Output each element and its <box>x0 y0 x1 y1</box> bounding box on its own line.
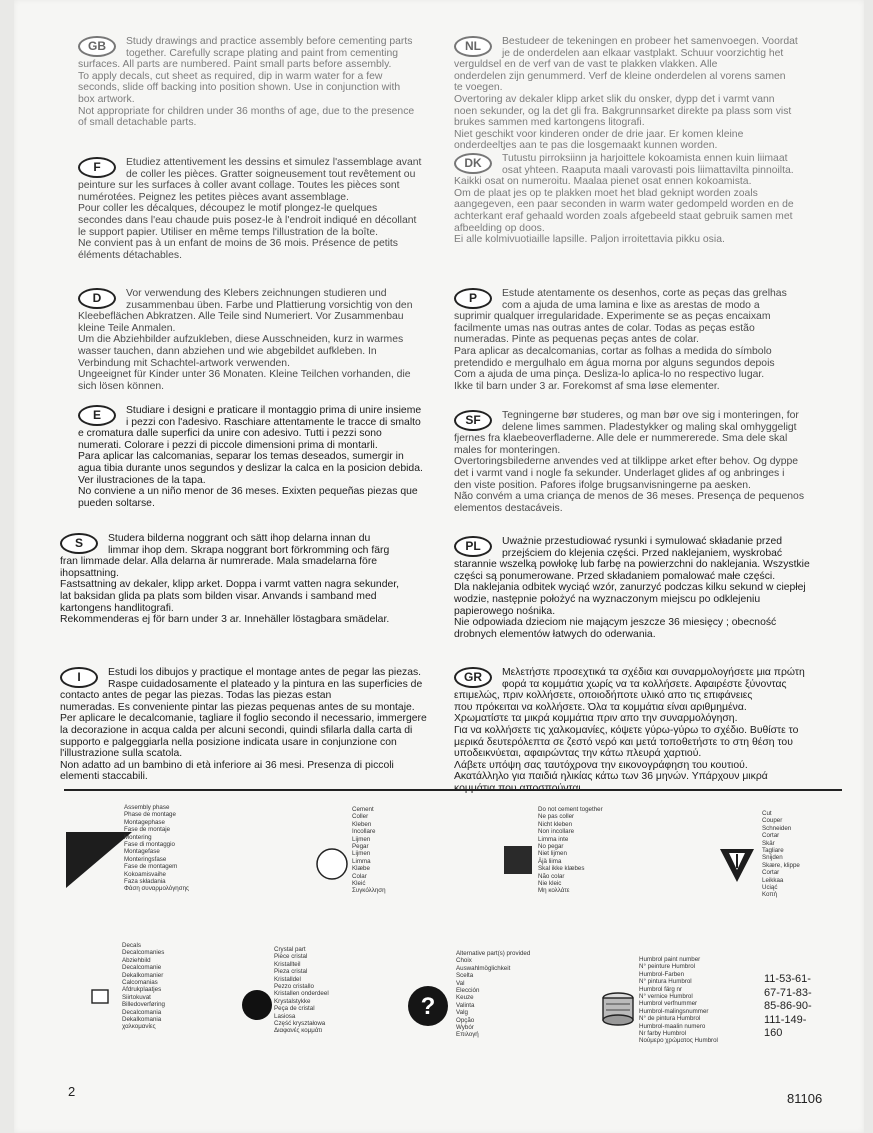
legend-paint-number <box>639 956 718 1045</box>
legend-term: N° de pintura Humbrol <box>639 1015 701 1023</box>
instruction-line: suprimir qualquer irregularidade. Experimente se as peças encaixam <box>454 311 771 323</box>
instruction-line: Para aplicar las calcomanias, separar los temas deseados, sumergir in <box>78 451 404 463</box>
instruction-line: pretendido e mergulhalo em água morna por alguns segundos depois <box>454 357 775 369</box>
instruction-line: ihopsattning. <box>60 567 119 579</box>
legend-term: Διαφανές κομμάτι <box>274 1027 323 1035</box>
instruction-line: Για να κολλήσετε τις χαλκομανίες, κόψετε γύρω-γύρω το σχέδιο. Βυθίστε το <box>454 724 799 736</box>
instruction-line: Fastsattning av dekaler, klipp arket. Doppa i varmt vatten nagra sekunder, <box>60 579 400 591</box>
legend-term: Κοπή <box>762 891 778 899</box>
legend-term: Humbrol paint number <box>639 956 701 963</box>
instruction-line: Estudi los dibujos y practique el montage antes de pegar las piezas. <box>108 667 422 678</box>
legend-term: Φάση συναρμολόγησης <box>124 885 189 893</box>
instruction-line: Om de plaat jes op te plakken moet het blad geknipt worden zoals <box>454 187 758 199</box>
legend-term: Dekalkomania <box>122 1016 162 1024</box>
paint-number: 160 <box>764 1027 783 1039</box>
instruction-line: części są ponumerowane. Przed składaniem pomalować małe części. <box>454 570 776 582</box>
legend-term: Valinta <box>456 1001 475 1009</box>
legend-term: Peça de cristal <box>274 1005 315 1013</box>
legend-assembly-phase <box>124 804 189 893</box>
legend-term: Valg <box>456 1009 468 1017</box>
legend-term: Humbrol-Farben <box>639 970 685 978</box>
instruction-line: onderdeeltjes aan te pas die losgemaakt kunnen worden. <box>454 140 718 152</box>
instruction-line: facilmente umas nas outras antes de colar. Todas as peças estão <box>454 322 755 334</box>
instruction-line: onderdelen zijn genummerd. Verf de kleine onderdelen al vorens samen <box>454 70 786 82</box>
instruction-line: je de onderdelen aan elkaar vastplakt. Schuur voorzichtig het <box>502 47 784 59</box>
section-f <box>78 157 448 261</box>
paint-number: 85-86-90- <box>764 1000 812 1012</box>
instruction-line: elementos destacáveis. <box>454 502 563 514</box>
language-badge: GR <box>454 667 492 688</box>
instruction-line: No conviene a un niño menor de 36 meses. Exixten pequeñas piezas que <box>78 486 418 498</box>
legend-term: Incollare <box>352 828 376 836</box>
instruction-line: wodzie, następnie położyć na wyznaczonym miejscu po odklejeniu <box>454 593 761 605</box>
legend-term: Ne pas coller <box>538 813 575 821</box>
instruction-line: Vor verwendung des Klebers zeichnungen studieren und <box>126 288 387 299</box>
instruction-line: sich lösen können. <box>78 380 165 392</box>
instruction-line: i pezzi con l'adesivo. Raschiare attentamente le tracce di smalto <box>126 416 421 428</box>
section-gb <box>78 36 448 129</box>
legend-term: Humbrol-maalin numero <box>639 1022 706 1030</box>
page-number: 2 <box>68 1084 76 1099</box>
instruction-line: Ver ilustraciones de la tapa. <box>78 474 206 486</box>
instruction-line: Ungeeignet für Kinder unter 36 Monaten. Kleine Teilchen vorhanden, die <box>78 369 411 381</box>
instruction-line: noen sekunder, og la det gli fra. Bakgrunnsarket direkte pa plass som vist <box>454 105 792 117</box>
legend-term: Snijden <box>762 854 783 862</box>
legend-term: Schneiden <box>762 824 792 832</box>
instruction-line: drobnych elementów łatwych do oderwania. <box>454 628 656 640</box>
legend-term: Choix <box>456 957 472 965</box>
legend-crystal-part <box>274 946 329 1035</box>
legend-term: Decalcomanie <box>122 964 162 972</box>
language-badge: NL <box>454 36 492 57</box>
instruction-line: numérotées. Peignez les petites pièces avant assemblage. <box>78 191 349 203</box>
section-pl <box>454 536 844 640</box>
legend-term: Faza składania <box>124 878 166 886</box>
legend-term: Monteringsfase <box>124 855 167 863</box>
instruction-line: Per aplicare le decalcomanie, tagliare il foglio secondo il necessario, immergere <box>60 713 427 725</box>
legend-term: Montering <box>124 833 152 841</box>
legend-term: Dekalkomanier <box>122 971 164 979</box>
section-gr <box>454 667 844 795</box>
paint-number: 11-53-61- <box>764 973 811 985</box>
paint-number: 111-149- <box>764 1013 807 1026</box>
legend-term: Część kryształowa <box>274 1020 326 1028</box>
instruction-line: Com a ajuda de uma pinça. Desliza-lo aplica-lo no respectivo lugar. <box>454 369 765 381</box>
legend-term: χαλκομανίες <box>122 1023 156 1031</box>
instruction-line: Overtoring av dekaler klipp arket slik du onsker, dypp det i varmt vann <box>454 93 775 105</box>
legend-term: Pegar <box>352 843 369 851</box>
legend-term: Keuze <box>456 994 474 1002</box>
alternative-part-icon <box>406 984 452 1030</box>
crystal-part-icon <box>240 988 276 1024</box>
section-dk <box>454 153 844 246</box>
product-code: 81106 <box>787 1091 823 1106</box>
instruction-line: Studiare i designi e praticare il montaggio prima di unire insieme <box>126 405 422 416</box>
legend-term: Kokoamisvaihe <box>124 870 166 878</box>
legend-term: Μη κολλάτε <box>538 887 570 895</box>
section-p <box>454 288 844 392</box>
instruction-line: przejściem do klejenia części. Przed naklejaniem, wyskrobać <box>502 547 783 559</box>
legend-term: Kleben <box>352 820 372 828</box>
legend-term: Nr farby Humbrol <box>639 1030 687 1038</box>
legend-term: Nie kleic <box>538 880 562 888</box>
instruction-line: l'illustrazione sulla scatola. <box>60 748 183 760</box>
legend-term: Leikkaa <box>762 876 784 884</box>
instruction-line: Raspe cuidadosamente el plateado y la pintura en las superficies de <box>108 678 423 690</box>
legend-term: N° vernice Humbrol <box>639 993 693 1001</box>
instruction-line: brukes sammen med kartongens litografi. <box>454 117 645 129</box>
instruction-line: wasser tauchen, dann abziehen und wie abgebildet aufkleben. In <box>78 345 377 357</box>
instruction-line: Kleebeflächen Abkratzen. Alle Teile sind Numeriert. Vor Zusammenbau <box>78 311 404 323</box>
paint-tin-icon <box>600 990 636 1028</box>
instruction-line: supporto e palgeggiarla nella posizione indicata usare in conjunzione con <box>60 736 397 748</box>
legend-term: Abziehbild <box>122 956 151 964</box>
instruction-line: limmar ihop dem. Skrapa noggrant bort förkromming och färg <box>108 544 390 556</box>
paint-number: 67-71-83- <box>764 986 812 999</box>
instruction-line: Um die Abziehbilder aufzukleben, diese Ausschneiden, kurz in warmes <box>78 334 404 346</box>
paint-number-list <box>764 973 812 1041</box>
instruction-line: males for monteringen. <box>454 444 561 456</box>
instruction-line: papierowego nośnika. <box>454 605 556 617</box>
cut-icon <box>717 846 757 886</box>
instruction-line: Ikke til barn under 3 ar. Forekomst af sma løse elementer. <box>454 380 720 392</box>
instruction-line: Dla naklejania odbitek wyciąć wzór, zanurzyć podczas kilku sekund w ciepłej <box>454 582 806 594</box>
instruction-line: Tegningerne bør studeres, og man bør ove sig i monteringen, for <box>502 410 799 421</box>
legend-term: Non incollare <box>538 828 575 836</box>
instruction-line: υποδεικνύεται, αφαιρώντας την κάτω πλευρά χαρτιού. <box>454 748 702 760</box>
legend-term: Limma <box>352 857 371 865</box>
legend-term: Billedoverføring <box>122 1001 165 1009</box>
instruction-line: Uważnie przestudiować rysunki i symulować składanie przed <box>502 536 783 547</box>
section-nl <box>454 36 844 152</box>
legend-term: Do not cement together <box>538 806 603 813</box>
legend-term: Phase de montage <box>124 811 176 819</box>
legend-term: Montagefase <box>124 848 160 856</box>
instruction-line: Para aplicar as decalcomanias, cortar as folhas a medida do símbolo <box>454 345 772 357</box>
instruction-line: zusammenbau üben. Farbe und Plattierung vorsichtig von den <box>126 299 413 311</box>
instruction-line: Ακατάλληλο για παιδιά ηλικίας κάτω των 36 μηνών. Υπάρχουν μικρά <box>454 771 768 783</box>
instruction-line: of small detachable parts. <box>78 117 197 129</box>
instruction-line: φορά τα κομμάτια χωρίς να τα κολλήσετε. Αφαιρέστε ξύνοντας <box>502 678 787 690</box>
legend-term: Νούμερο χρώματος Humbrol <box>639 1037 718 1045</box>
instruction-line: Study drawings and practice assembly before cementing parts <box>126 36 413 47</box>
legend-term: Cut <box>762 810 772 817</box>
instruction-line: starannie wszelką powłokę lub farbę na powierzchni do naklejania. Wszystkie <box>454 559 810 571</box>
legend-term: Alternative part(s) provided <box>456 950 531 957</box>
divider-rule <box>64 789 842 791</box>
legend-term: Lasiosa <box>274 1012 296 1020</box>
legend-term: Lijmen <box>352 835 371 843</box>
legend-term: Niet lijmen <box>538 850 567 858</box>
section-d <box>78 288 448 392</box>
legend-term: Val <box>456 979 465 987</box>
decals-icon <box>90 988 112 1008</box>
legend-term: Krystalstykke <box>274 997 311 1005</box>
legend-term: Pieza cristal <box>274 968 308 976</box>
instruction-line: Verbindung mit Schachtel-artwork verwenden. <box>78 357 290 369</box>
section-e <box>78 405 448 509</box>
instruction-line: επιμελώς, πριν κολλήσετε, οποιοδήποτε υλικό απο τις επιφάνειες <box>454 690 753 702</box>
legend-term: Decalcomania <box>122 1008 162 1016</box>
legend-cement <box>352 806 386 895</box>
instruction-line: που πρόκειται να κολλήσετε. Όλα τα κομμάτια είναι αριθμημένα. <box>454 701 747 713</box>
instruction-line: e cromatura dalle superfici da unire con adesivo. Tutti i pezzi sono <box>78 428 382 440</box>
legend-term: Crystal part <box>274 946 306 953</box>
legend-term: Kristallteil <box>274 960 301 968</box>
legend-term: Colar <box>352 872 367 880</box>
legend-term: Pièce cristal <box>274 953 308 961</box>
legend-term: Kleić <box>352 880 366 888</box>
legend-term: Scelta <box>456 972 474 980</box>
section-i <box>60 667 448 783</box>
legend-term: N° pintura Humbrol <box>639 978 692 986</box>
instruction-line: Estude atentamente os desenhos, corte as peças das grelhas <box>502 288 787 299</box>
instruction-line: agua tibia durante unos segundos y deslizar la calca en la posicion debida. <box>78 462 423 474</box>
instruction-line: Kaikki osat on numeroitu. Maalaa pienet osat ennen kokoamista. <box>454 176 752 188</box>
legend-decals <box>122 942 165 1031</box>
instruction-line: Overtoringsbilederne anvendes ved at tilklippe arket efter behov. Og dyppe <box>454 456 799 468</box>
legend-term: Επιλογή <box>456 1031 479 1039</box>
instruction-line: le support papier. Utiliser en même temps l'illustration de la boîte. <box>78 226 378 238</box>
instruction-line: Λάβετε υπόψη σας ταυτόχρονα την εικονογράφηση του κουτιού. <box>454 759 748 771</box>
legend-term: Limma inte <box>538 835 569 843</box>
legend-term: Elección <box>456 987 480 995</box>
instruction-line: surfaces. All parts are numbered. Paint small parts before assembly. <box>78 59 392 71</box>
instruction-line: together. Carefully scrape plating and paint from cementing <box>126 47 399 59</box>
instruction-line: det i varmt vand i nogle fa sekunder. Underlaget glides af og anbringes i <box>454 467 785 479</box>
instruction-line: kleine Teile Anmalen. <box>78 322 176 334</box>
legend-term: Nicht kleben <box>538 820 573 828</box>
legend-term: Tagliare <box>762 847 784 855</box>
legend-term: Kristalldel <box>274 975 301 983</box>
legend-term: Skal ikke klæbes <box>538 865 585 873</box>
instruction-sheet <box>14 0 864 1133</box>
legend-term: Coller <box>352 813 369 821</box>
instruction-line: osat yhteen. Raaputa maali varovasti pois liimattavilta pinnoilta. <box>502 164 794 176</box>
legend-term: Fase de montaje <box>124 826 171 834</box>
instruction-line: Not appropriate for children under 36 months of age, due to the presence <box>78 105 415 117</box>
instruction-line: kartongens handlitografi. <box>60 602 174 614</box>
legend-alternative <box>456 950 530 1039</box>
instruction-line: delene limes sammen. Pladestykker og maling skal omhyggeligt <box>502 421 797 433</box>
legend-term: Klæbe <box>352 865 370 873</box>
instruction-line: peinture sur les surfaces à coller avant collage. Toutes les pièces sont <box>78 180 400 192</box>
legend-term: Wybór <box>456 1024 474 1032</box>
legend-term: Fase di montaggio <box>124 841 175 849</box>
instruction-line: de coller les pièces. Gratter soigneusement tout revêtement ou <box>126 168 416 180</box>
legend-do-not-cement <box>538 806 603 895</box>
legend-term: Cortar <box>762 832 780 840</box>
legend-term: Fase de montagem <box>124 863 178 871</box>
language-badge: GB <box>78 36 116 57</box>
instruction-line: aangegeven, een paar seconden in warm water gedompeld worden en de <box>454 199 794 211</box>
instruction-line: Μελετήστε προσεχτικά τα σχέδια και συναρμολογήσετε μια πρώτη <box>502 667 805 678</box>
cement-icon <box>314 846 350 882</box>
instruction-line: éléments détachables. <box>78 249 182 261</box>
instruction-line: Niet geschikt voor kinderen onder de drie jaar. Er komen kleine <box>454 128 744 140</box>
instruction-line: Não convém a uma criança de menos de 36 meses. Presença de pequenos <box>454 491 805 503</box>
legend-term: Uciąć <box>762 884 778 892</box>
language-badge: S <box>60 533 98 554</box>
legend-term: Couper <box>762 817 783 825</box>
instruction-line: afbeelding op doos. <box>454 222 545 234</box>
instruction-line: Bestudeer de tekeningen en probeer het samenvoegen. Voordat <box>502 36 798 47</box>
instruction-line: Rekommenderas ej för barn under 3 ar. Innehäller löstagbara smädelar. <box>60 614 390 626</box>
instruction-line: com a ajuda de uma lamina e lixe as arestas de modo a <box>502 299 760 311</box>
legend-term: Montagephase <box>124 818 165 826</box>
legend-term: Lijmen <box>352 850 371 858</box>
instruction-line: lat baksidan glida pa plats som bilden visar. Anvands i samband med <box>60 590 377 602</box>
legend-term: Não colar <box>538 872 565 880</box>
legend-term: Äjä liima <box>538 857 562 865</box>
language-badge: SF <box>454 410 492 431</box>
instruction-line: elementi staccabili. <box>60 771 148 783</box>
legend-term: Cortar <box>762 869 780 877</box>
instruction-line: Non adatto ad un bambino di età inferiore ai 36 mesi. Presenza di piccoli <box>60 759 394 771</box>
legend-term: Siirtokuvat <box>122 993 151 1001</box>
legend-term: Pezzo cristallo <box>274 983 314 991</box>
legend-term: Humbrol färg nr <box>639 985 682 993</box>
instruction-line: Nie odpowiada dzieciom nie mającym jeszcze 36 miesięcy ; obecność <box>454 617 777 629</box>
instruction-line: contacto antes de pegar las piezas. Todas las piezas estan <box>60 690 332 702</box>
instruction-line: den viste position. Pafores ifolge brugsanvisningerne pa aesken. <box>454 479 751 491</box>
instruction-line: verguldsel en de verf van de vast te plakken vlakken. Alle <box>454 59 718 71</box>
legend-term: Decalcomanies <box>122 949 165 957</box>
legend-term: Decals <box>122 942 141 949</box>
legend-term: Assembly phase <box>124 804 170 811</box>
section-s <box>60 533 448 626</box>
legend-term: Humbrol-malingsnummer <box>639 1007 709 1015</box>
legend-term: Cement <box>352 806 374 813</box>
legend-term: Skär <box>762 839 775 847</box>
instruction-line: te voegen. <box>454 82 503 94</box>
instruction-line: la decorazione in acqua calda per alcuni secondi, quindi sfilarla dalla carta di <box>60 724 413 736</box>
instruction-line: Χρωματίστε τα μικρά κομμάτια πριν απο την συναρμολόγηση. <box>454 713 738 725</box>
instruction-line: numeradas. Pinte as pequenas peças antes de colar. <box>454 334 699 346</box>
legend-term: Afdrukplaatjes <box>122 986 162 994</box>
instruction-line: pueden soltarse. <box>78 497 155 509</box>
legend-term: Auswahlmöglichkeit <box>456 964 511 972</box>
legend-term: Humbrol verfnummer <box>639 1000 698 1008</box>
instruction-line: achterkant eraf gehaald worden zoals afgebeeld staat gebruik samen met <box>454 210 793 222</box>
legend-cut <box>762 810 800 899</box>
instruction-line: Etudiez attentivement les dessins et simulez l'assemblage avant <box>126 157 422 168</box>
legend-term: Skære, klippe <box>762 861 800 869</box>
language-badge: D <box>78 288 116 309</box>
language-badge: F <box>78 157 116 178</box>
instruction-line: fjernes fra klaebeoverfladerne. Alle dele er nummererede. Sma dele skal <box>454 433 788 445</box>
section-sf <box>454 410 844 514</box>
instruction-line: numeradas. Es conveniente pintar las piezas pequenas antes de su montaje. <box>60 701 415 713</box>
language-badge: E <box>78 405 116 426</box>
instruction-line: μερικά δευτερόλεπτα σε ζεστό νερό και μετά τοποθετήστε το στη θέση του <box>454 736 793 748</box>
instruction-line: secondes dans l'eau chaude puis posez-le à l'endroit indiqué en décollant <box>78 214 417 226</box>
language-badge: I <box>60 667 98 688</box>
legend-term: Opção <box>456 1016 475 1024</box>
instruction-line: To apply decals, cut sheet as required, dip in warm water for a few <box>78 70 383 82</box>
instruction-line: box artwork. <box>78 93 135 105</box>
do-not-cement-icon <box>504 846 536 878</box>
instruction-line: Tutustu pirroksiinn ja harjoittele kokoamista ennen kuin liimaat <box>502 153 788 164</box>
instruction-line: seconds, slide off backing into position shown. Use in conjunction with <box>78 82 401 94</box>
legend-term: No pegar <box>538 843 564 851</box>
instruction-line: Studera bilderna noggrant och sätt ihop delarna innan du <box>108 533 371 544</box>
language-badge: DK <box>454 153 492 174</box>
legend-term: Kristallen onderdeel <box>274 990 329 998</box>
language-badge: PL <box>454 536 492 557</box>
legend-term: Συγκόλληση <box>352 887 386 895</box>
instruction-line: Ei alle kolmivuotiaille lapsille. Paljon irroitettavia pikku osia. <box>454 234 725 246</box>
legend-term: Calcomanias <box>122 979 158 987</box>
svg-text:?: ? <box>420 993 436 1020</box>
instruction-line: fran limmade delar. Alla delarna är numrerade. Mala smadelarna före <box>60 556 378 568</box>
language-badge: P <box>454 288 492 309</box>
instruction-line: Ne convient pas à un enfant de moins de 36 mois. Présence de petits <box>78 238 398 250</box>
instruction-line: Pour coller les décalques, découpez le motif plongez-le quelques <box>78 203 378 215</box>
legend-term: N° peinture Humbrol <box>639 963 696 971</box>
instruction-line: numerati. Colorare i pezzi di piccole dimensioni prima di montarli. <box>78 439 378 451</box>
